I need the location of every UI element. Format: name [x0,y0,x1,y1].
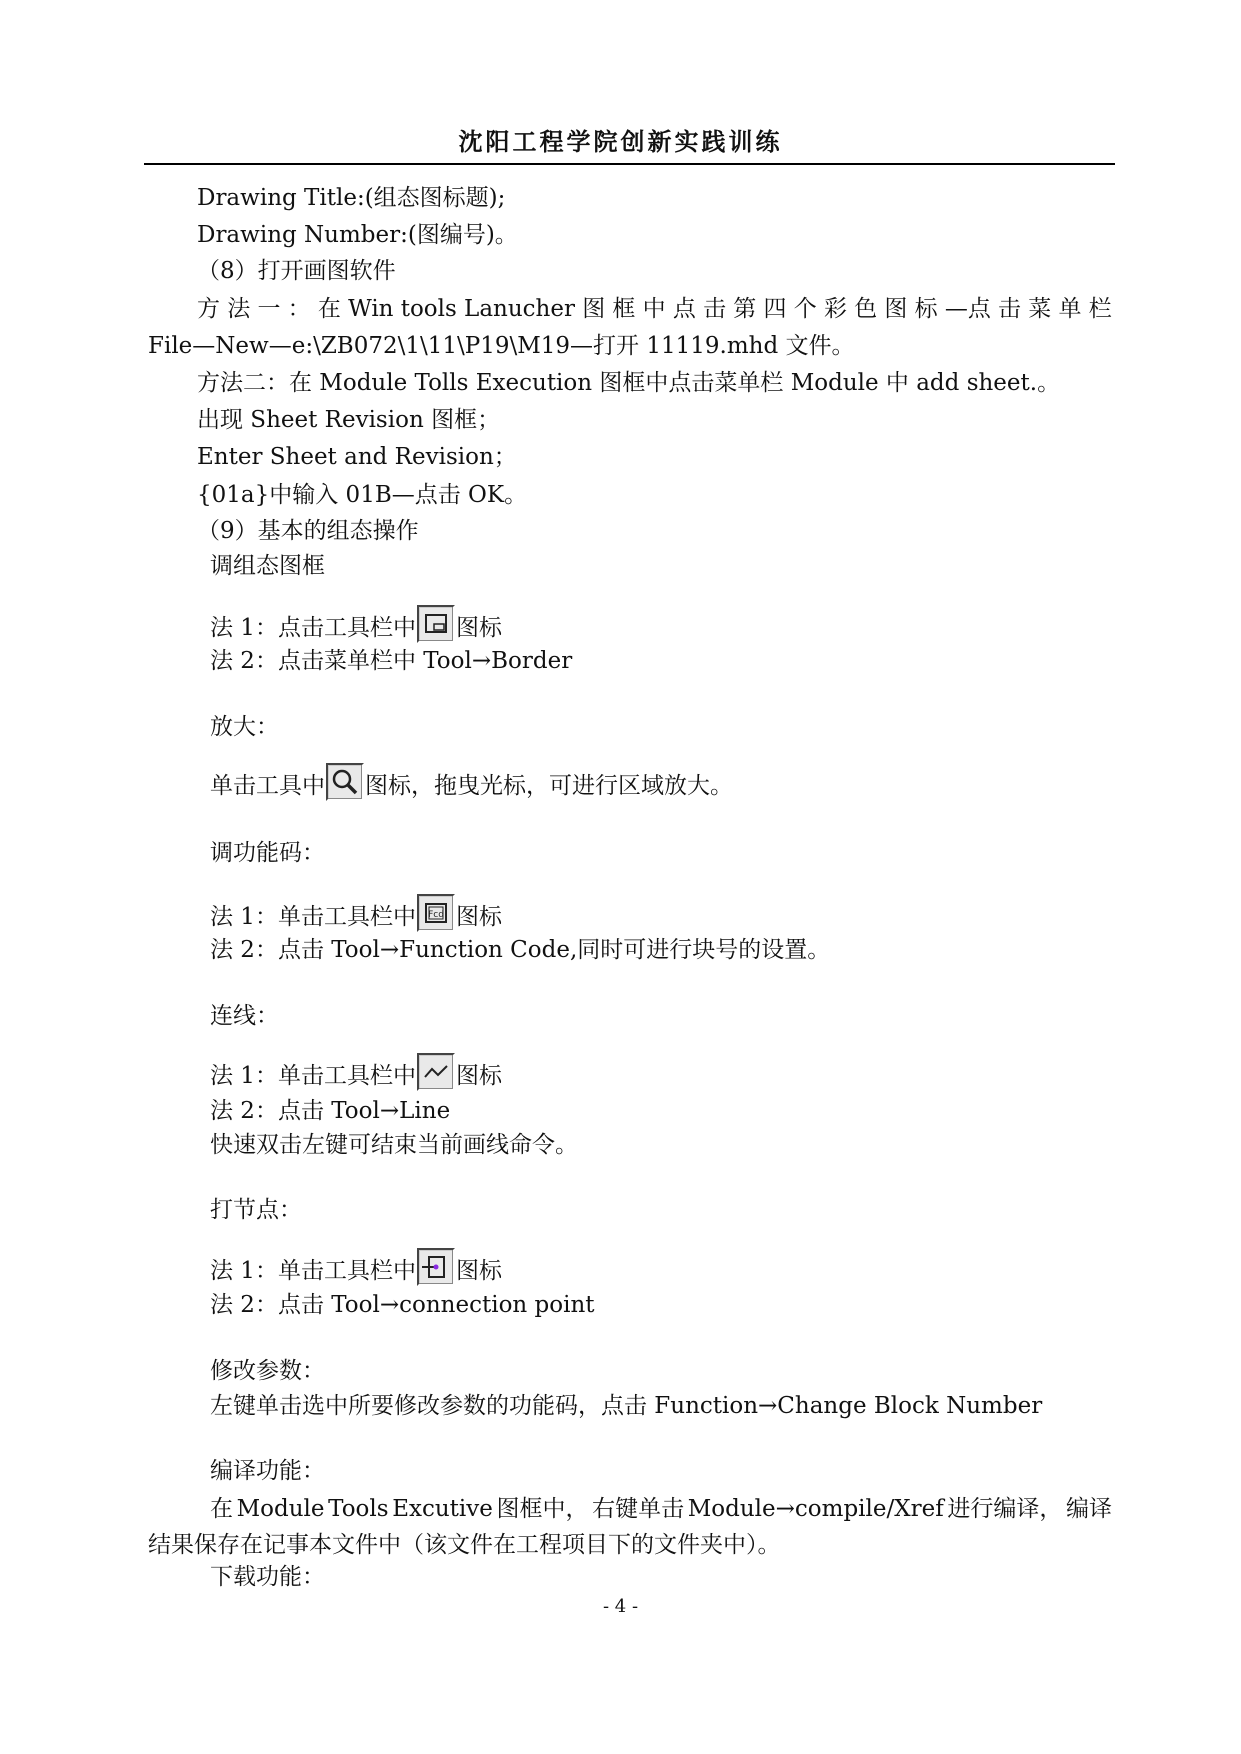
text-line-21: 法 2：点击 Tool→Line [210,1098,451,1124]
text-line-30: 结果保存在记事本文件中（该文件在工程项目下的文件夹中）。 [148,1532,781,1558]
word: 一 [257,296,281,322]
function-code-icon [417,894,455,932]
line-text: 法 1：单击工具栏中 [210,1258,416,1284]
text-line-8: Enter Sheet and Revision； [197,444,517,470]
word: 图框中， [496,1496,589,1522]
text-line-31: 下载功能： [210,1564,325,1590]
word: 击 [998,296,1022,322]
word: 第 [733,296,757,322]
line-text: 图标 [455,615,502,641]
connection-point-icon [417,1248,455,1286]
text-line-22: 快速双击左键可结束当前画线命令。 [210,1132,578,1158]
word: 框 [612,296,636,322]
text-line-15 [210,763,733,801]
line-text: 法 1：单击工具栏中 [210,904,416,930]
word: Lanucher [464,296,575,322]
text-line-2: Drawing Number:(图编号)。 [197,222,518,248]
word: 四 [763,296,787,322]
word: Tools [328,1496,389,1522]
line-tool-icon [417,1053,455,1091]
word: 单 [1058,296,1082,322]
word: 栏 [1088,296,1112,322]
word: 点 [672,296,696,322]
word: ： [287,296,311,322]
border-tool-icon [417,605,455,643]
word: 图 [884,296,908,322]
text-line-9: {01a}中输入 01B—点击 OK。 [197,482,528,508]
text-line-6: 方法二：在 Module Tolls Execution 图框中点击菜单栏 Module 中 add sheet.。 [197,370,1061,396]
svg-text:Fcd: Fcd [428,910,444,920]
word: 标 [914,296,938,322]
page-header: 沈阳工程学院创新实践训练 [458,128,783,156]
text-line-26: 修改参数： [210,1358,325,1384]
text-line-13: 法 2：点击菜单栏中 Tool→Border [210,648,573,674]
line-text: 单击工具中 [210,773,325,799]
word: 在 [317,296,341,322]
word: Module [236,1496,325,1522]
word: 右键单击 [592,1496,685,1522]
word: —点 [944,296,991,322]
text-line-1: Drawing Title:(组态图标题); [197,185,506,211]
word: tools [400,296,457,322]
text-line-7: 出现 Sheet Revision 图框； [197,407,501,433]
word: Module→compile/Xref [687,1496,944,1522]
word: 在 [210,1496,233,1522]
line-text: 图标 [455,904,502,930]
line-text: 图标 [455,1063,502,1089]
line-text: 法 1：单击工具栏中 [210,1063,416,1089]
text-line-14: 放大： [210,714,279,740]
word: 进行编译， [947,1496,1063,1522]
word: Excutive [392,1496,493,1522]
line-text: 图标 [455,1258,502,1284]
word: Win [348,296,394,322]
header-rule [144,163,1115,165]
text-line-28: 编译功能： [210,1458,325,1484]
text-line-18: 法 2：点击 Tool→Function Code,同时可进行块号的设置。 [210,937,831,963]
word: 图 [582,296,606,322]
magnifier-icon [326,763,364,801]
line-text: 图标，拖曳光标，可进行区域放大。 [365,773,733,799]
line-text: 法 1：点击工具栏中 [210,615,416,641]
text-line-20 [210,1053,502,1091]
word: 法 [227,296,251,322]
word: 色 [854,296,878,322]
text-line-4-justified [197,294,1112,324]
text-line-19: 连线： [210,1003,279,1029]
word: 中 [642,296,666,322]
text-line-25: 法 2：点击 Tool→connection point [210,1292,595,1318]
text-line-27: 左键单击选中所要修改参数的功能码，点击 Function→Change Block Number [210,1393,1043,1419]
page-number: - 4 - [602,1596,639,1617]
text-line-29-justified [210,1494,1112,1524]
text-line-3: （8）打开画图软件 [197,258,396,284]
text-line-17 [210,894,502,932]
text-line-16: 调功能码： [210,840,325,866]
word: 个 [793,296,817,322]
text-line-11: 调组态图框 [210,553,325,579]
word: 菜 [1028,296,1052,322]
text-line-23: 打节点： [210,1197,302,1223]
word: 编译 [1066,1496,1112,1522]
word: 彩 [823,296,847,322]
text-line-12 [210,605,502,643]
word: 击 [703,296,727,322]
text-line-10: （9）基本的组态操作 [197,518,419,544]
word: 方 [197,296,220,322]
text-line-5: File—New—e:\ZB072\1\11\P19\M19—打开 11119.mhd 文件。 [148,333,855,359]
text-line-24 [210,1248,502,1286]
